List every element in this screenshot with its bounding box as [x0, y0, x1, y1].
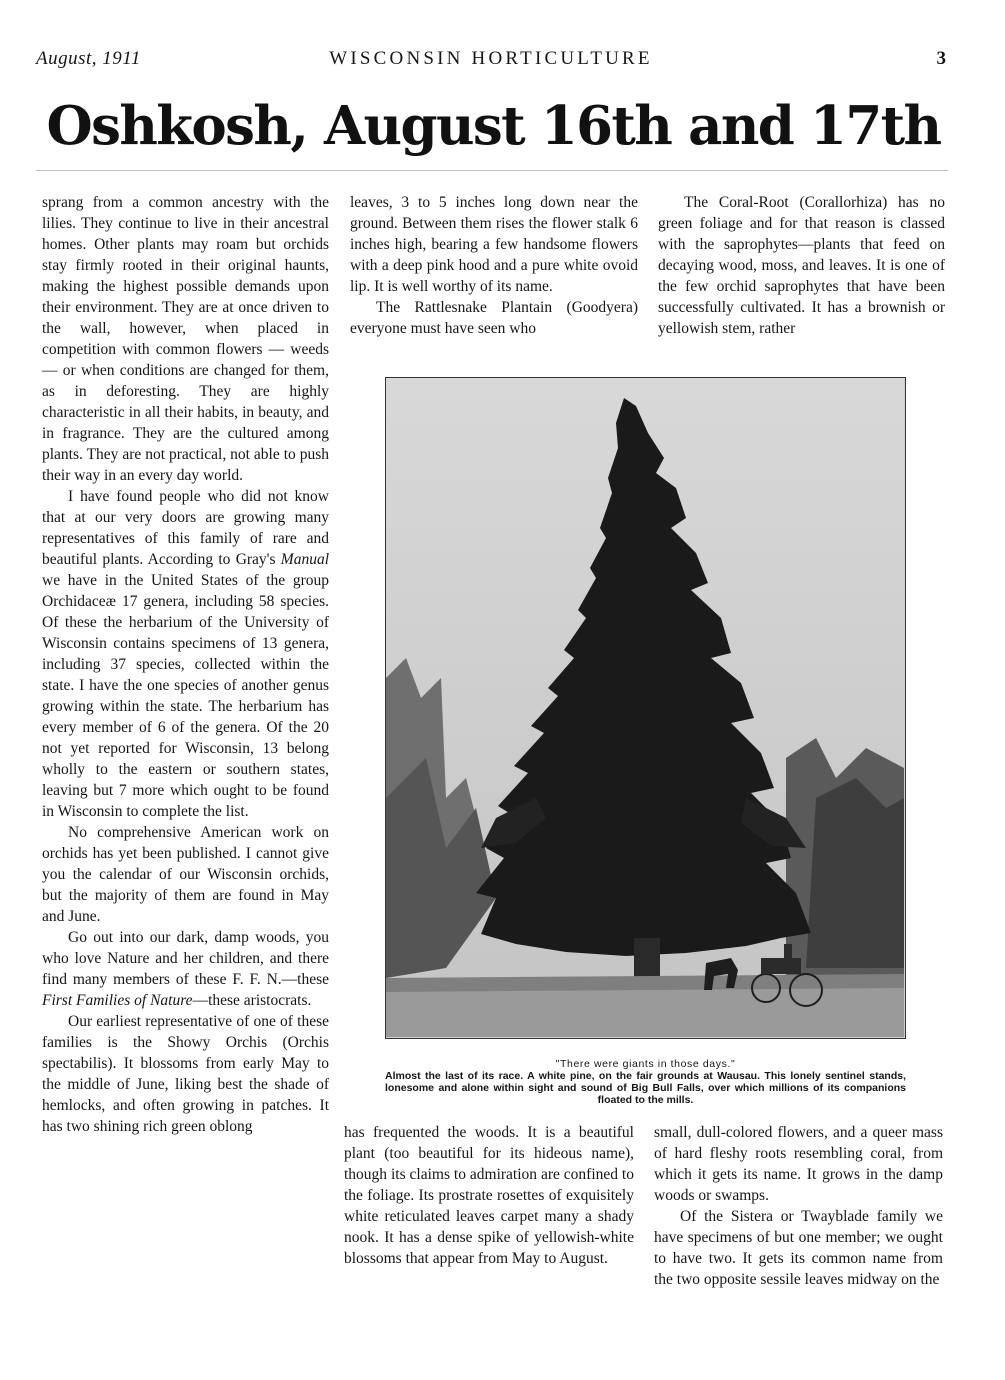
- caption-title: "There were giants in those days.": [555, 1058, 736, 1070]
- page-number: 3: [936, 48, 946, 69]
- photo-caption: [385, 1058, 906, 1106]
- article-column-3-bottom: [654, 1122, 943, 1290]
- column1-p2-italic: Manual: [280, 551, 329, 568]
- column3-bottom-paragraph-1: small, dull-colored flowers, and a queer mass of hard fleshy roots resembling coral, from which it gets its name. It grows in the damp woods or swamps.: [654, 1124, 943, 1204]
- column1-p2-text-a: I have found people who did not know that at our very doors are growing many representatives of this family of rare and beautiful plants. According to Gray's: [42, 488, 329, 568]
- publication-title: WISCONSIN HORTICULTURE: [329, 48, 653, 69]
- column1-paragraph-4: [42, 927, 329, 1011]
- article-column-3-top: [658, 192, 945, 339]
- running-header: [36, 48, 946, 74]
- column3-bottom-paragraph-2: Of the Sistera or Twayblade family we have specimens of but one member; we ought to have two. It gets its common name from the two opposite sessile leaves midway on the: [654, 1208, 943, 1288]
- column1-paragraph-3: No comprehensive American work on orchids has yet been published. I cannot give you the calendar of our Wisconsin orchids, but the majority of them are found in May and June.: [42, 824, 329, 925]
- column1-p4-text-a: Go out into our dark, damp woods, you who love Nature and her children, and there find many members of these F. F. N.—these: [42, 929, 329, 988]
- column2-bottom-paragraph-1: has frequented the woods. It is a beautiful plant (too beautiful for its hideous name), though its claims to admiration are confined to the foliage. Its prostrate rosettes of exquisitely white reticulated leaves carpet many a shady nook. It has a dense spike of yellowish-white blossoms that appear from May to August.: [344, 1124, 634, 1267]
- caption-body: Almost the last of its race. A white pine, on the fair grounds at Wausau. This lonely sentinel stands, lonesome and alone within sight and sound of Big Bull Falls, over which millions of its companions floated to the mills.: [385, 1070, 906, 1106]
- article-column-2-bottom: [344, 1122, 634, 1269]
- white-pine-photograph: [385, 377, 906, 1039]
- column1-p4-italic: First Families of Nature: [42, 992, 193, 1009]
- column3-paragraph-1: The Coral-Root (Corallorhiza) has no green foliage and for that reason is classed with the saprophytes—plants that feed on decaying wood, moss, and leaves. It is one of the few orchid saprophytes that have been successfully cultivated. It has a brownish or yellowish stem, rather: [658, 194, 945, 337]
- article-column-1: [42, 192, 329, 1137]
- article-column-2-top: [350, 192, 638, 339]
- headline: Oshkosh, August 16th and 17th: [46, 95, 941, 157]
- column2-paragraph-1: leaves, 3 to 5 inches long down near the ground. Between them rises the flower stalk 6 inches high, bearing a few handsome flowers with a deep pink hood and a pure white ovoid lip. It is well worthy of its name.: [350, 194, 638, 295]
- column1-p4-text-b: —these aristocrats.: [192, 992, 312, 1009]
- column1-paragraph-2: [42, 486, 329, 822]
- column1-paragraph-1: sprang from a common ancestry with the lilies. They continue to live in their ancestral homes. Other plants may roam but orchids stay firmly rooted in their original haunts, making the highest possible demands upon their environment. They are at once driven to the wall, however, when placed in competition with common flowers — weeds — or when conditions are changed for them, as in deforesting. They are highly characteristic in all their habits, in beauty, and in fragrance. They are the cultured among plants. They are not practical, not able to push their way in an every day world.: [42, 194, 329, 484]
- column1-paragraph-5: Our earliest representative of one of these families is the Showy Orchis (Orchis spectabilis). It blossoms from early May to the middle of June, liking best the shade of hemlocks, and often growing in patches. It has two shining rich green oblong: [42, 1013, 329, 1135]
- column2-paragraph-2: The Rattlesnake Plantain (Goodyera) everyone must have seen who: [350, 299, 638, 337]
- headline-rule: [36, 170, 948, 171]
- column1-p2-text-b: we have in the United States of the group Orchidaceæ 17 genera, including 58 species. Of these the herbarium of the University of Wisconsin contains specimens of 13 genera, including 37 species, collected within the state. I have the one species of another genus growing within the state. The herbarium has every member of 6 of the genera. Of the 20 not yet reported for Wisconsin, 13 belong wholly to the eastern or southern states, leaving but 7 more which ought to be found in Wisconsin to complete the list.: [42, 572, 329, 820]
- issue-date: August, 1911: [36, 48, 141, 69]
